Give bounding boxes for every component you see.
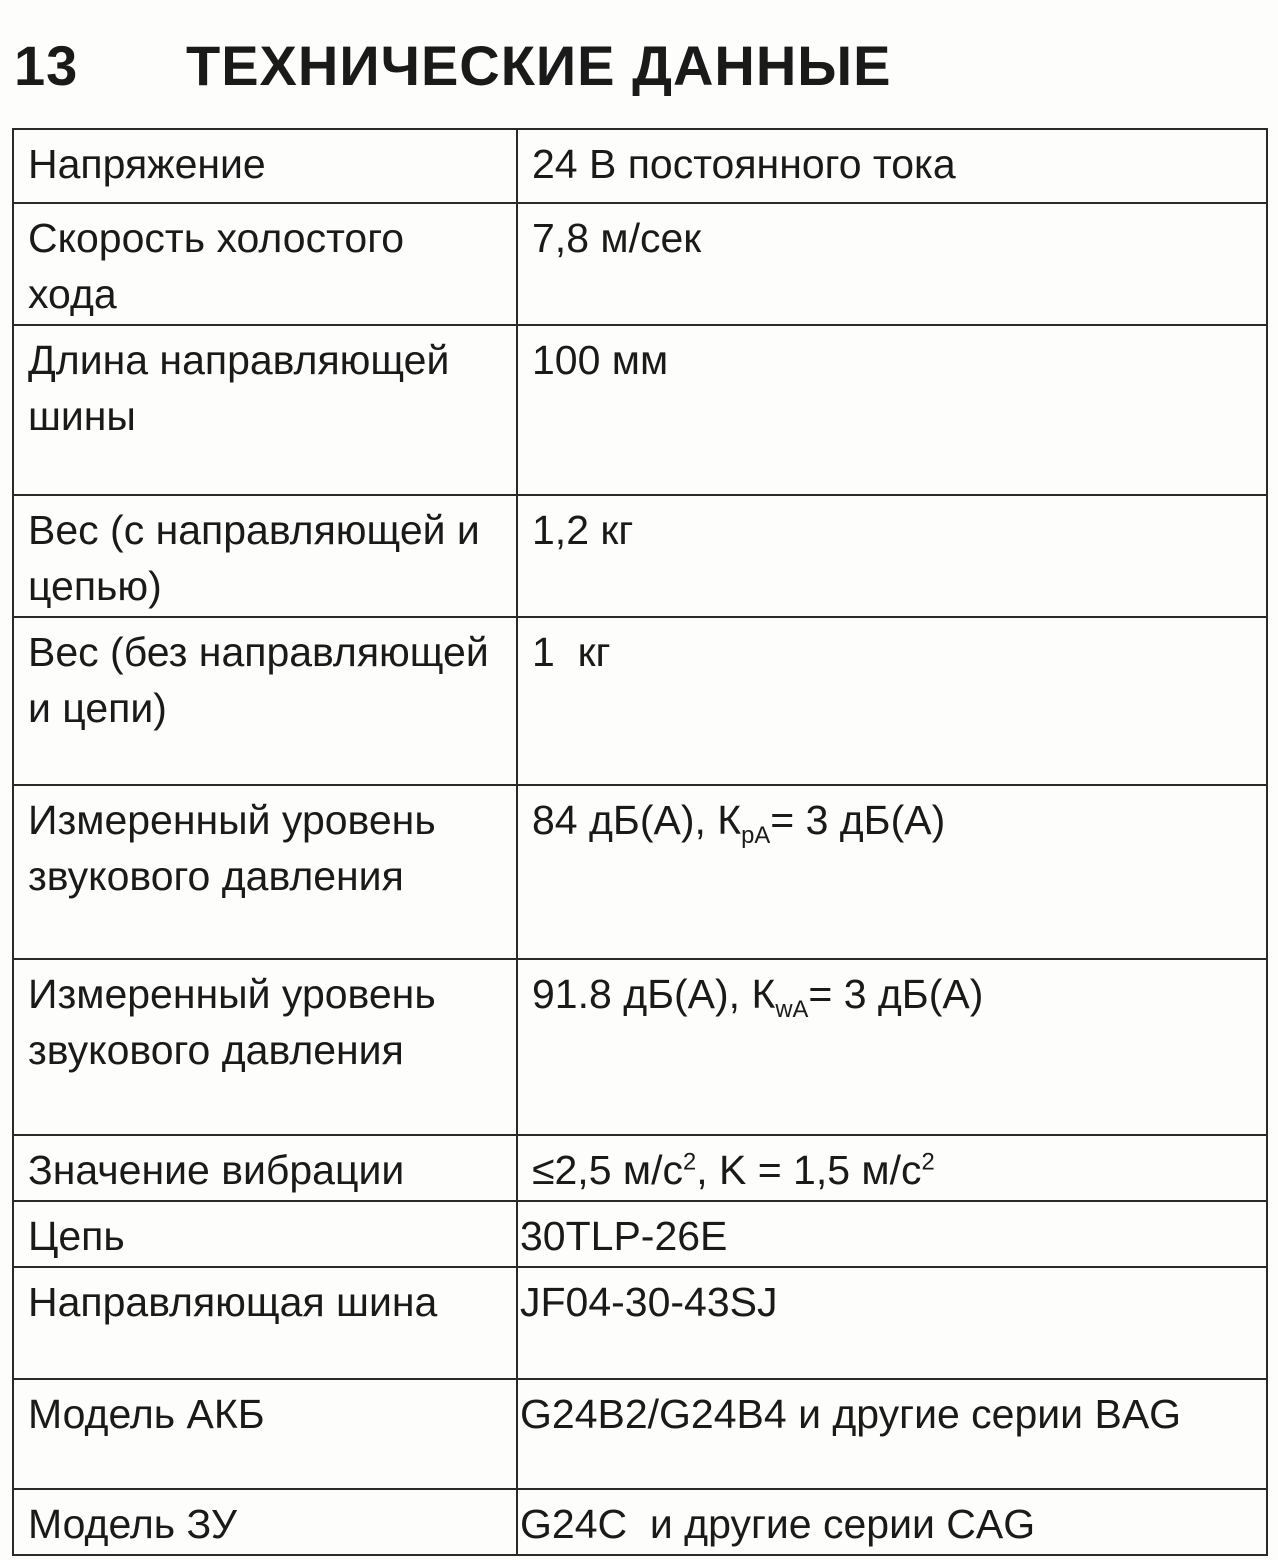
- spec-value-text: G24C и другие серии CAG: [520, 1501, 1036, 1547]
- spec-row-idle-speed: [13, 203, 1267, 325]
- spec-value: 30TLP-26E: [517, 1201, 1267, 1267]
- spec-label: Напряжение: [13, 129, 517, 203]
- spec-value: [517, 785, 1267, 959]
- spec-value: 7,8 м/сек: [517, 203, 1267, 325]
- spec-value-main: 84 дБ(А), К: [532, 797, 742, 843]
- spec-row-charger-model: [13, 1489, 1267, 1555]
- spec-value-main: 91.8 дБ(А), К: [532, 971, 776, 1017]
- spec-label: Измеренный уровень звукового давления: [13, 959, 517, 1135]
- spec-row-battery-model: [13, 1379, 1267, 1489]
- spec-label: Вес (с направляющей и цепью): [13, 495, 517, 617]
- spec-value-subscript: wA: [775, 996, 809, 1024]
- spec-row-chain: [13, 1201, 1267, 1267]
- spec-row-voltage: [13, 129, 1267, 203]
- section-heading: [14, 30, 891, 100]
- spec-label: Скорость холостого хода: [13, 203, 517, 325]
- spec-label: Цепь: [13, 1201, 517, 1267]
- spec-row-weight-without-bar: [13, 617, 1267, 785]
- spec-label: Модель АКБ: [13, 1379, 517, 1489]
- spec-label: Модель ЗУ: [13, 1489, 517, 1555]
- spec-value: 100 мм: [517, 325, 1267, 495]
- spec-value: [517, 959, 1267, 1135]
- spec-value-b-superscript: 2: [921, 1148, 935, 1176]
- spec-value: [517, 1489, 1267, 1555]
- section-number: 13: [14, 33, 79, 97]
- spec-label: Значение вибрации: [13, 1135, 517, 1201]
- spec-value-a-superscript: 2: [682, 1148, 697, 1176]
- spec-value: [517, 1135, 1267, 1201]
- spec-value-subscript: pA: [741, 822, 771, 850]
- section-title: ТЕХНИЧЕСКИЕ ДАННЫЕ: [186, 33, 892, 97]
- spec-row-sound-pressure: [13, 785, 1267, 959]
- spec-value: G24B2/G24B4 и другие серии BAG: [517, 1379, 1267, 1489]
- spec-label: Вес (без направляющей и цепи): [13, 617, 517, 785]
- spec-row-sound-power: [13, 959, 1267, 1135]
- spec-value-a: ≤2,5 м/с: [532, 1147, 683, 1193]
- spec-row-bar-length: [13, 325, 1267, 495]
- spec-value-b: , K = 1,5 м/с: [696, 1147, 922, 1193]
- spec-value-text: 1 кг: [532, 629, 611, 675]
- spec-row-weight-with-bar: [13, 495, 1267, 617]
- spec-value: JF04-30-43SJ: [517, 1267, 1267, 1379]
- spec-row-guide-bar: [13, 1267, 1267, 1379]
- spec-label: Направляющая шина: [13, 1267, 517, 1379]
- spec-label: Измеренный уровень звукового давления: [13, 785, 517, 959]
- spec-row-vibration: [13, 1135, 1267, 1201]
- spec-value: 1,2 кг: [517, 495, 1267, 617]
- spec-value-rest: = 3 дБ(А): [770, 797, 946, 843]
- spec-value: [517, 617, 1267, 785]
- spec-value-rest: = 3 дБ(А): [808, 971, 984, 1017]
- spec-table: [12, 128, 1268, 1556]
- spec-label: Длина направляющей шины: [13, 325, 517, 495]
- spec-value: 24 В постоянного тока: [517, 129, 1267, 203]
